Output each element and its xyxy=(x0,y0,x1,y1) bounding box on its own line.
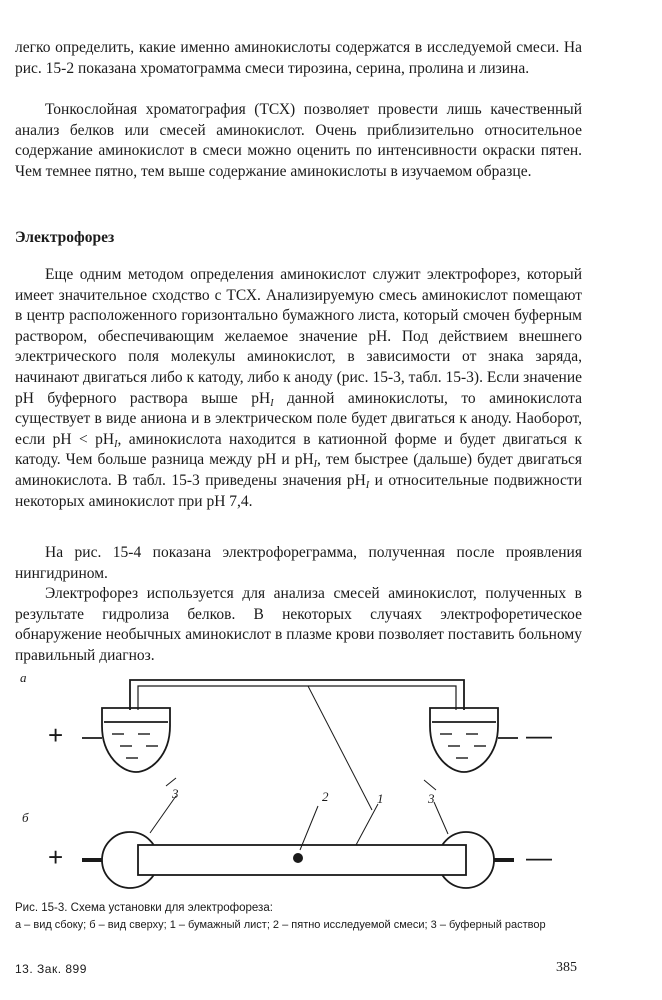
cathode-sign-a: — xyxy=(526,720,552,750)
paragraph-electrophoresis: Еще одним методом определения аминокислот служит электрофорез, который имеет значительное сходство с ТСХ. Анализируемую смесь аминокислот помещают в центр расположенного горизонтально бумажного листа, который смочен буферным раствором, обеспечивающим желаемое значение pH. Под действием внешнего электрического поля молекулы аминокислот, в зависимости от знака заряда, начинают двигаться либо к катоду, либо к аноду (рис. 15-3, табл. 15-3). Если значение pH буферного раствора выше $pH_I$ данной аминокислоты, то аминокислота существует в виде аниона и в электрическом поле будет двигаться к аноду. Наоборот, если pH < $pH_I$, аминокислота находится в катионной форме и будет двигаться к катоду. Чем больше разница между pH и $pH_I$, тем быстрее (дальше) будет двигаться аминокислота. В табл. 15-3 приведены значения $pH_I$ и относительные подвижности некоторых аминокислот при pH 7,4. xyxy=(15,266,582,510)
cathode-sign-b: — xyxy=(526,842,552,872)
view-b-label: б xyxy=(22,810,29,825)
figure-caption-title: Рис. 15-3. Схема установки для электрофореза: xyxy=(15,902,273,914)
electrophoresis-diagram xyxy=(0,668,662,900)
figure-caption-body: а – вид сбоку; б – вид сверху; 1 – бумажный лист; 2 – пятно исследуемой смеси; 3 – буферный раствор xyxy=(15,919,546,931)
print-signature: 13. Зак. 899 xyxy=(15,962,87,976)
view-a-label: а xyxy=(20,670,27,685)
anode-sign-b: + xyxy=(48,842,64,872)
figure-electrophoresis-setup xyxy=(0,668,662,905)
anode-sign-a: + xyxy=(48,720,64,750)
paragraph-tlc: Тонкослойная хроматография (ТСХ) позволяет провести лишь качественный анализ белков или смесей аминокислот. Очень приблизительно относительное содержание аминокислот в смеси можно оценить по интенсивности окраски пятен. Чем темнее пятно, тем выше содержание аминокислоты в изучаемом образце. xyxy=(15,101,582,180)
paragraph-continuation: легко определить, какие именно аминокислоты содержатся в исследуемой смеси. На рис. 15-2 показана хроматограмма смеси тирозина, серина, пролина и лизина. xyxy=(15,39,582,77)
leader-lines xyxy=(150,686,448,850)
sample-spot xyxy=(293,853,303,863)
section-heading: Электрофорез xyxy=(15,229,115,246)
left-buffer-dashes xyxy=(112,734,158,758)
paper-strip-side xyxy=(130,680,464,710)
label-2: 2 xyxy=(322,789,329,804)
label-3-right: 3 xyxy=(428,791,435,806)
left-buffer-vessel xyxy=(102,708,170,772)
label-1: 1 xyxy=(377,791,384,806)
right-buffer-dashes xyxy=(440,734,486,758)
paragraph-ninhydrin: На рис. 15-4 показана электрофореграмма, полученная после проявления нингидрином. xyxy=(15,544,582,582)
paragraph-diagnosis: Электрофорез используется для анализа смесей аминокислот, полученных в результате гидролиза белков. В некоторых случаях электрофоретическое обнаружение необычных аминокислот в плазме крови позволяет поставить больному правильный диагноз. xyxy=(15,585,582,664)
label-3-left: 3 xyxy=(172,786,179,801)
right-buffer-vessel xyxy=(430,708,498,772)
page-number: 385 xyxy=(556,960,577,975)
paper-strip-side-inner xyxy=(138,686,456,710)
